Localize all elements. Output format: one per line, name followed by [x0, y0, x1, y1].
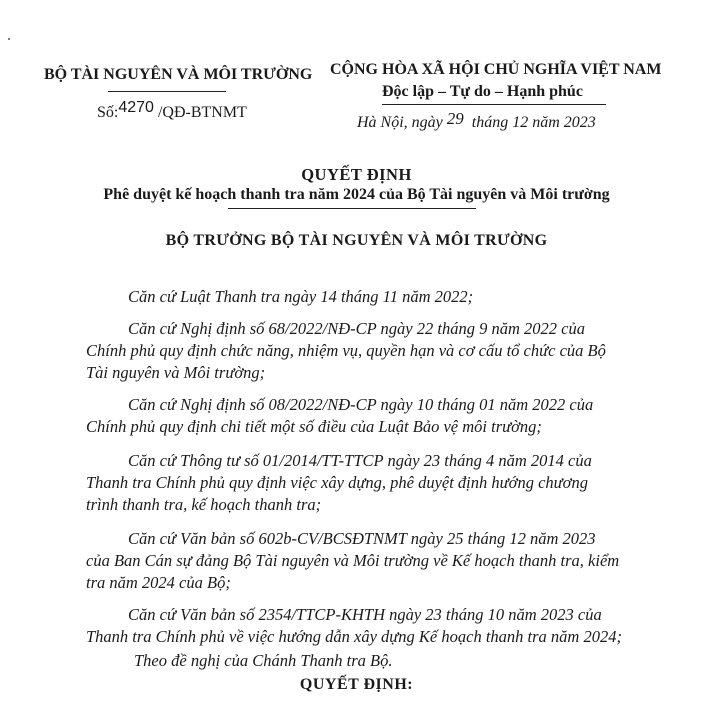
- place-date: [357, 109, 596, 132]
- basis-line: Tài nguyên và Môi trường;: [86, 363, 266, 382]
- date-day: 29: [446, 109, 464, 128]
- basis-line: Căn cứ Nghị định số 68/2022/NĐ-CP ngày 22 tháng 9 năm 2022 của: [128, 319, 585, 338]
- date-prefix: Hà Nội, ngày: [357, 114, 443, 131]
- doc-no-number: 4270: [118, 99, 154, 116]
- scan-speck: [8, 38, 10, 40]
- republic-name: CỘNG HÒA XÃ HỘI CHỦ NGHĨA VIỆT NAM: [330, 61, 662, 78]
- subject-underline: [228, 208, 476, 209]
- basis-line: của Ban Cán sự đảng Bộ Tài nguyên và Môi trường về Kế hoạch thanh tra, kiểm: [86, 551, 620, 570]
- doc-no-suffix: /QĐ-BTNMT: [157, 104, 247, 121]
- basis-line: Căn cứ Văn bản số 602b-CV/BCSĐTNMT ngày 25 tháng 12 năm 2023: [128, 529, 596, 548]
- national-motto: Độc lập – Tự do – Hạnh phúc: [382, 83, 583, 100]
- basis-line: Chính phủ quy định chi tiết một số điều của Luật Bảo vệ môi trường;: [86, 417, 542, 436]
- decides-heading: QUYẾT ĐỊNH:: [299, 676, 414, 693]
- issuing-authority: BỘ TRƯỞNG BỘ TÀI NGUYÊN VÀ MÔI TRƯỜNG: [165, 232, 548, 249]
- basis-line: Theo đề nghị của Chánh Thanh tra Bộ.: [134, 651, 393, 670]
- decision-title: QUYẾT ĐỊNH: [301, 165, 412, 184]
- basis-line: Căn cứ Luật Thanh tra ngày 14 tháng 11 năm 2022;: [128, 287, 474, 306]
- document-number: [97, 99, 247, 122]
- issuing-agency: BỘ TÀI NGUYÊN VÀ MÔI TRƯỜNG: [44, 66, 313, 83]
- basis-line: Chính phủ quy định chức năng, nhiệm vụ, quyền hạn và cơ cấu tổ chức của Bộ: [86, 341, 606, 360]
- basis-line: tra năm 2024 của Bộ;: [86, 573, 231, 592]
- basis-line: Căn cứ Thông tư số 01/2014/TT-TTCP ngày 23 tháng 4 năm 2014 của: [128, 451, 592, 470]
- basis-line: trình thanh tra, kế hoạch thanh tra;: [86, 495, 322, 514]
- motto-underline: [382, 104, 606, 105]
- doc-no-prefix: Số:: [97, 104, 119, 121]
- basis-line: Thanh tra Chính phủ quy định việc xây dựng, phê duyệt định hướng chương: [86, 473, 588, 492]
- date-suffix: tháng 12 năm 2023: [471, 114, 596, 131]
- basis-line: Căn cứ Văn bản số 2354/TTCP-KHTH ngày 23 tháng 10 năm 2023 của: [128, 605, 602, 624]
- agency-underline: [108, 91, 226, 92]
- basis-line: Căn cứ Nghị định số 08/2022/NĐ-CP ngày 10 tháng 01 năm 2022 của: [128, 395, 594, 414]
- decision-subject: Phê duyệt kế hoạch thanh tra năm 2024 của Bộ Tài nguyên và Môi trường: [103, 186, 610, 203]
- basis-line: Thanh tra Chính phủ về việc hướng dẫn xây dựng Kế hoạch thanh tra năm 2024;: [86, 627, 622, 646]
